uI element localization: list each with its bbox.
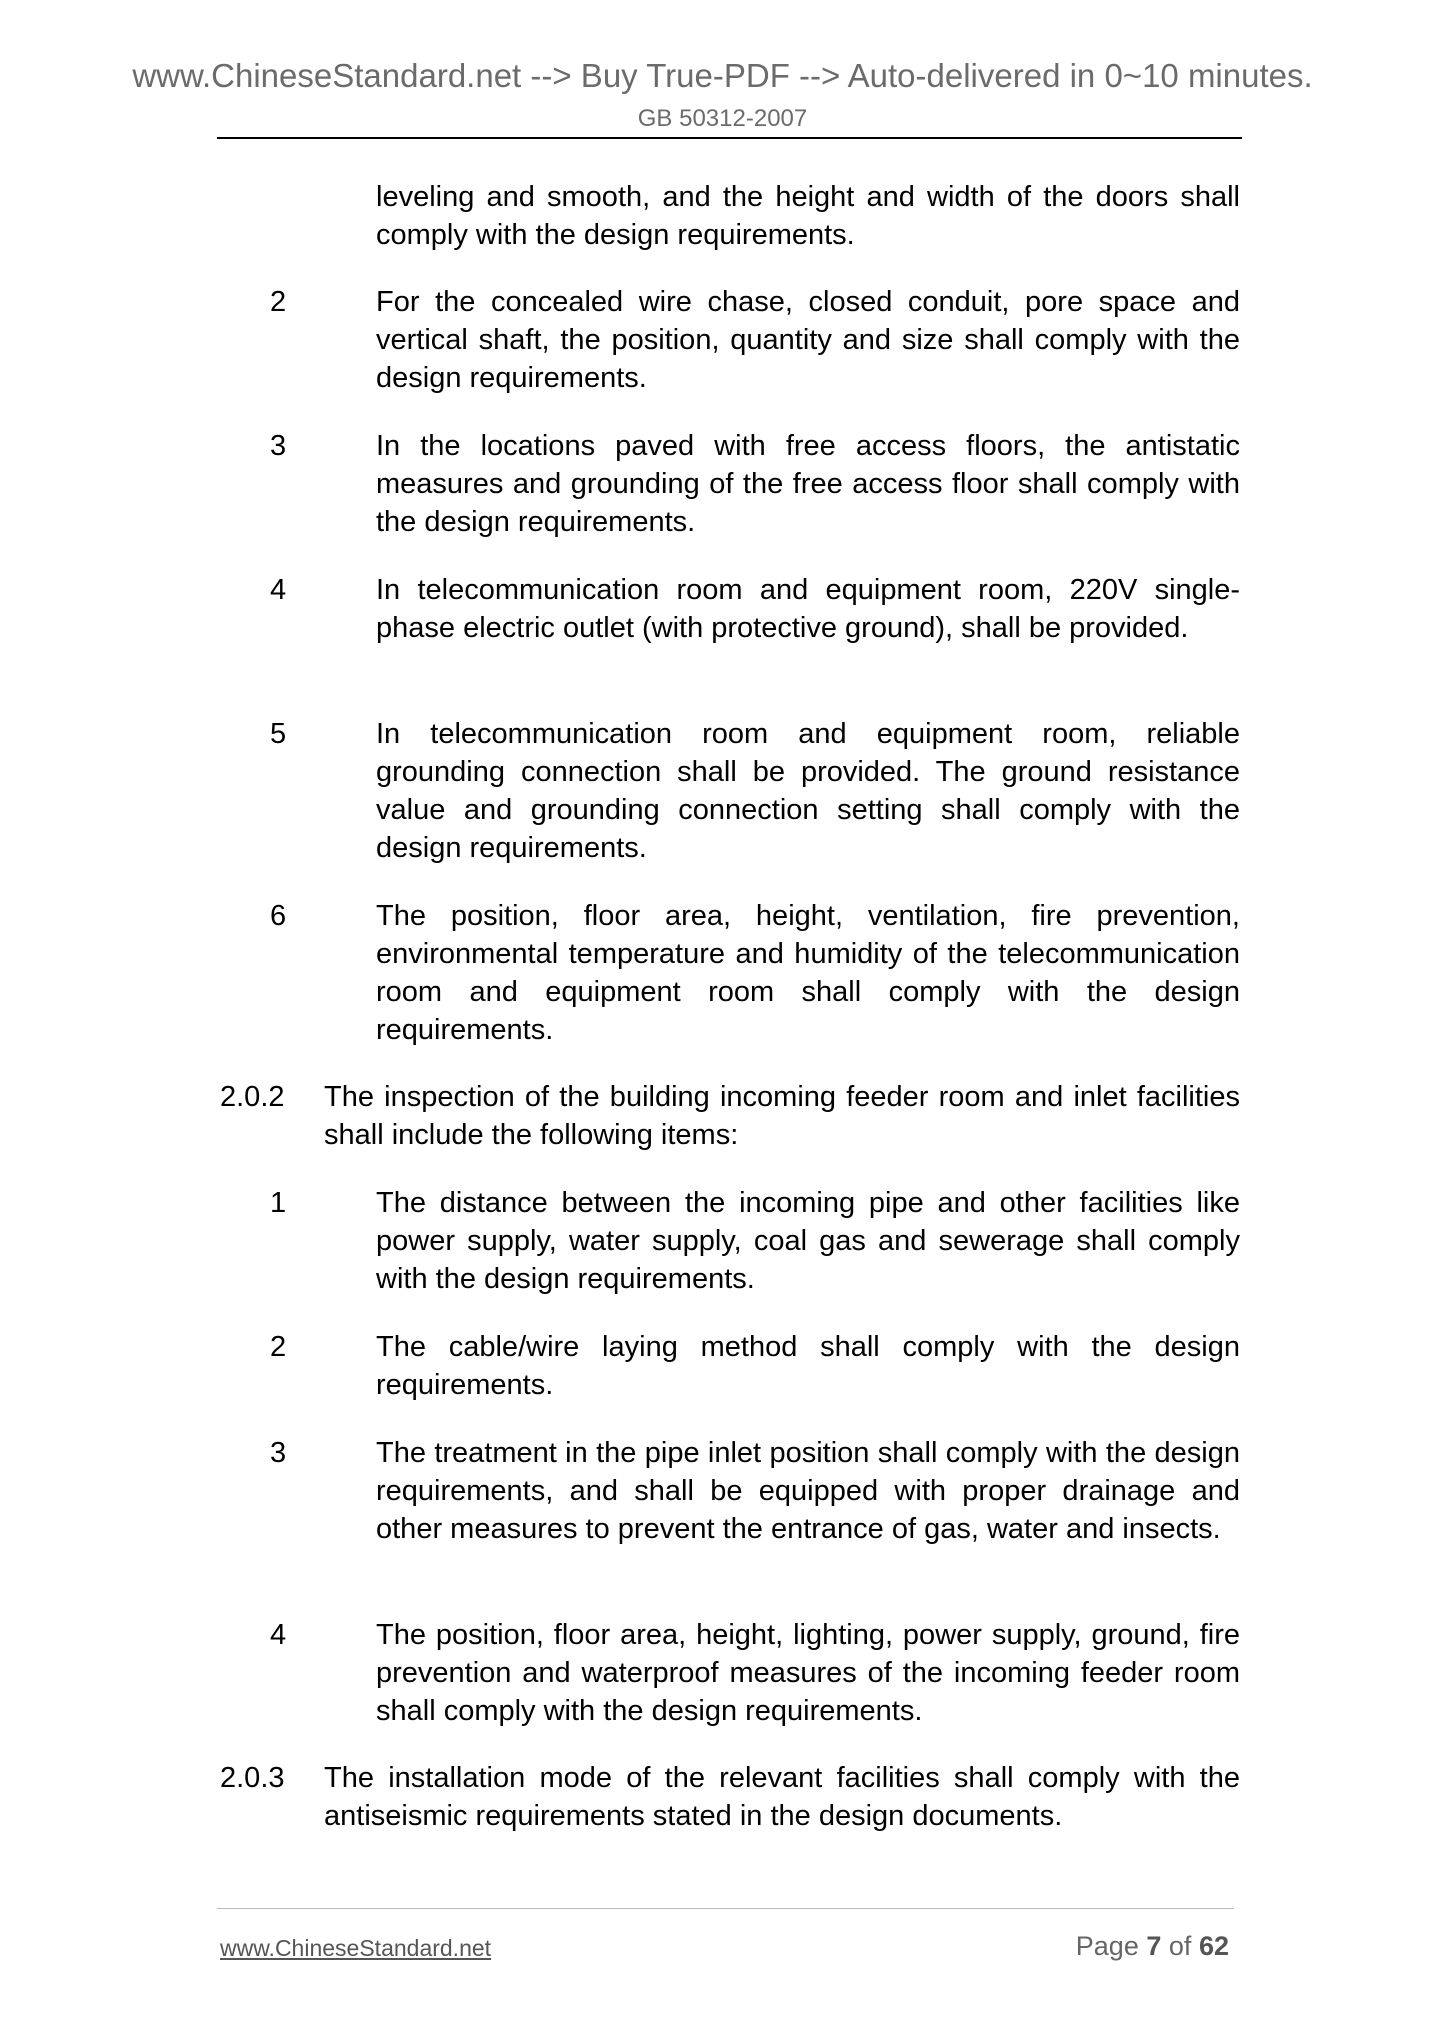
continuation-paragraph: leveling and smooth, and the height and width of the doors shall comply with the design requirements.: [376, 181, 1240, 251]
clause-number: 2.0.3: [220, 1762, 285, 1794]
list-item-text: The distance between the incoming pipe and other facilities like power supply, water supply, coal gas and sewerage shall comply with the design requirements.: [376, 1187, 1240, 1295]
list-item-number: 2: [270, 1331, 287, 1363]
header-divider: [217, 137, 1242, 139]
list-item-text: The position, floor area, height, ventilation, fire prevention, environmental temperature and humidity of the telecommunication room and equipment room shall comply with the design requirements.: [376, 900, 1240, 1046]
page-current: 7: [1146, 1931, 1162, 1961]
footer-divider: [217, 1908, 1234, 1909]
clause-number: 2.0.2: [220, 1081, 285, 1113]
list-item-number: 1: [270, 1187, 287, 1219]
page-label: Page: [1075, 1931, 1139, 1961]
list-item-text: The treatment in the pipe inlet position shall comply with the design requirements, and shall be equipped with proper drainage and other measures to prevent the entrance of gas, water and insects.: [376, 1437, 1240, 1545]
list-item-number: 5: [270, 718, 287, 750]
list-item-number: 4: [270, 1619, 287, 1651]
page-indicator: [1076, 1930, 1229, 1962]
list-item-text: In the locations paved with free access floors, the antistatic measures and grounding of the free access floor shall comply with the design requirements.: [376, 430, 1240, 538]
footer-site-link[interactable]: www.ChineseStandard.net: [220, 1935, 492, 1961]
list-item-text: The cable/wire laying method shall comply with the design requirements.: [376, 1331, 1240, 1401]
list-item-text: In telecommunication room and equipment room, 220V single-phase electric outlet (with protective ground), shall be provided.: [376, 574, 1240, 644]
list-item-number: 3: [270, 1437, 287, 1469]
list-item-number: 6: [270, 900, 287, 932]
list-item-number: 3: [270, 430, 287, 462]
list-item-text: For the concealed wire chase, closed conduit, pore space and vertical shaft, the position, quantity and size shall comply with the design requirements.: [376, 286, 1240, 394]
list-item-text: The position, floor area, height, lighting, power supply, ground, fire prevention and waterproof measures of the incoming feeder room shall comply with the design requirements.: [376, 1619, 1240, 1727]
list-item-text: In telecommunication room and equipment room, reliable grounding connection shall be provided. The ground resistance value and grounding connection setting shall comply with the design requirements.: [376, 718, 1240, 864]
list-item-number: 2: [270, 286, 287, 318]
clause-text: The installation mode of the relevant facilities shall comply with the antiseismic requirements stated in the design documents.: [324, 1762, 1240, 1832]
list-item-number: 4: [270, 574, 287, 606]
page-total: 62: [1198, 1931, 1229, 1961]
document-code: GB 50312-2007: [637, 105, 808, 132]
page-of-label: of: [1168, 1931, 1192, 1961]
clause-text: The inspection of the building incoming feeder room and inlet facilities shall include the following items:: [324, 1081, 1240, 1151]
site-banner: www.ChineseStandard.net --> Buy True-PDF --> Auto-delivered in 0~10 minutes.: [132, 57, 1313, 94]
